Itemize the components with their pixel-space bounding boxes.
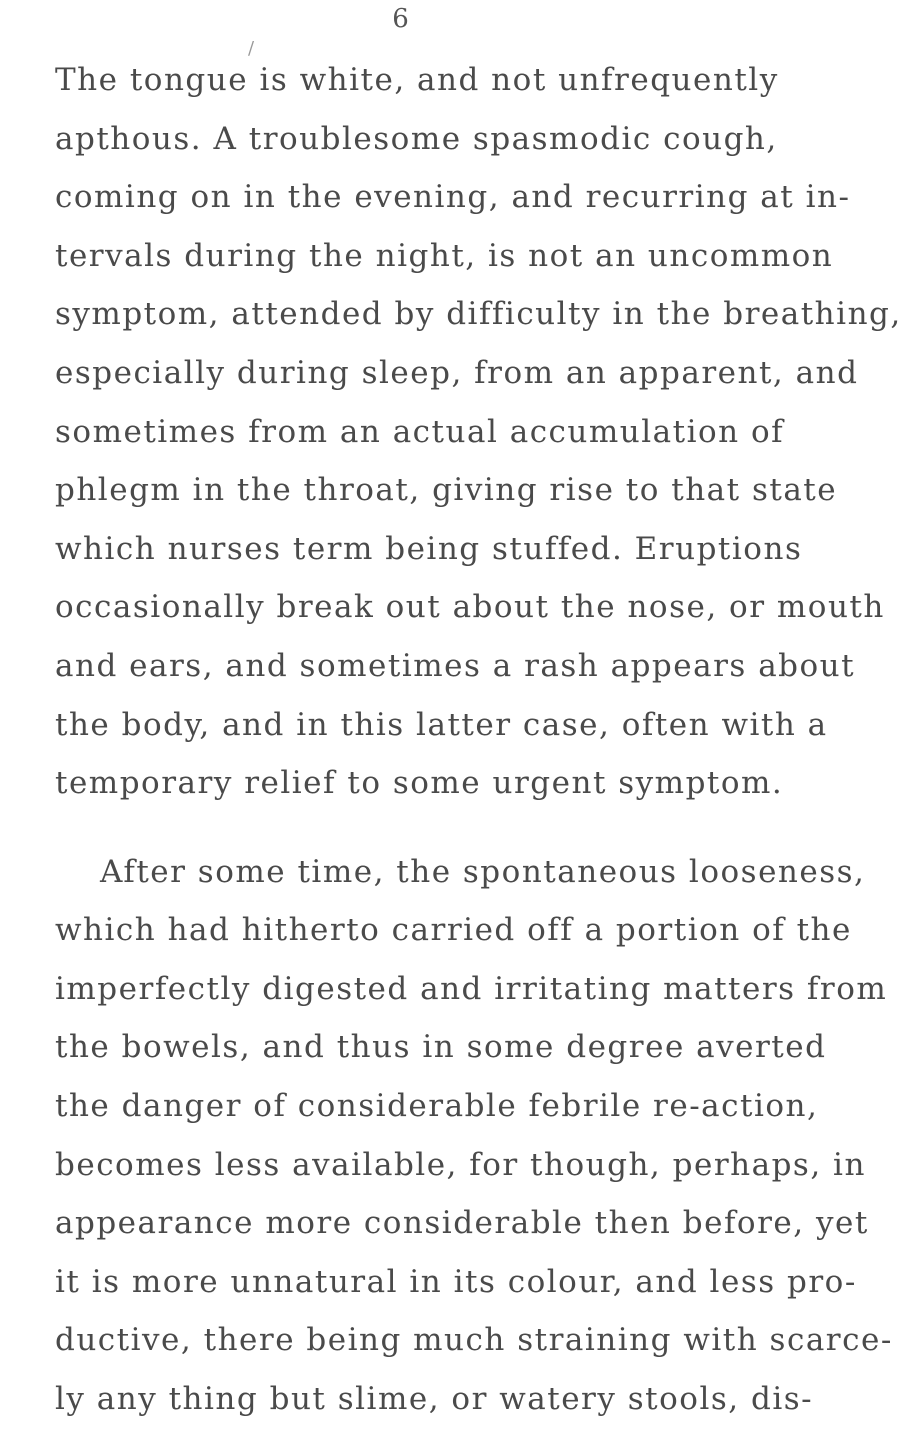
text-line: ductive, there being much straining with scarce- (55, 1322, 893, 1358)
text-line: the bowels, and thus in some degree averted (55, 1029, 827, 1065)
text-line: temporary relief to some urgent symptom. (55, 765, 784, 801)
text-line: and ears, and sometimes a rash appears about (55, 648, 856, 684)
text-line: which had hitherto carried off a portion of the (55, 912, 852, 948)
text-line: which nurses term being stuffed. Eruptions (55, 531, 803, 567)
text-line: it is more unnatural in its colour, and less pro- (55, 1264, 857, 1300)
text-line: especially during sleep, from an apparent, and (55, 355, 859, 391)
text-line: the danger of considerable febrile re-action, (55, 1088, 819, 1124)
text-line: ly any thing but slime, or watery stools, dis- (55, 1381, 814, 1417)
text-line: symptom, attended by difficulty in the breathing, (55, 296, 902, 332)
stray-mark: / (248, 38, 255, 59)
page-number: 6 (392, 4, 409, 34)
text-line: becomes less available, for though, perhaps, in (55, 1147, 866, 1183)
text-line: The tongue is white, and not unfrequently (55, 62, 779, 98)
text-line: phlegm in the throat, giving rise to that state (55, 472, 838, 508)
text-line: coming on in the evening, and recurring at in- (55, 179, 851, 215)
text-line: apthous. A troublesome spasmodic cough, (55, 121, 778, 157)
text-line: sometimes from an actual accumulation of (55, 414, 785, 450)
text-line: occasionally break out about the nose, or mouth (55, 589, 885, 625)
text-line: imperfectly digested and irritating matters from (55, 971, 888, 1007)
text-line: the body, and in this latter case, often with a (55, 707, 828, 743)
text-line: tervals during the night, is not an uncommon (55, 238, 834, 274)
text-line: appearance more considerable then before, yet (55, 1205, 869, 1241)
text-line: After some time, the spontaneous looseness, (100, 854, 866, 890)
